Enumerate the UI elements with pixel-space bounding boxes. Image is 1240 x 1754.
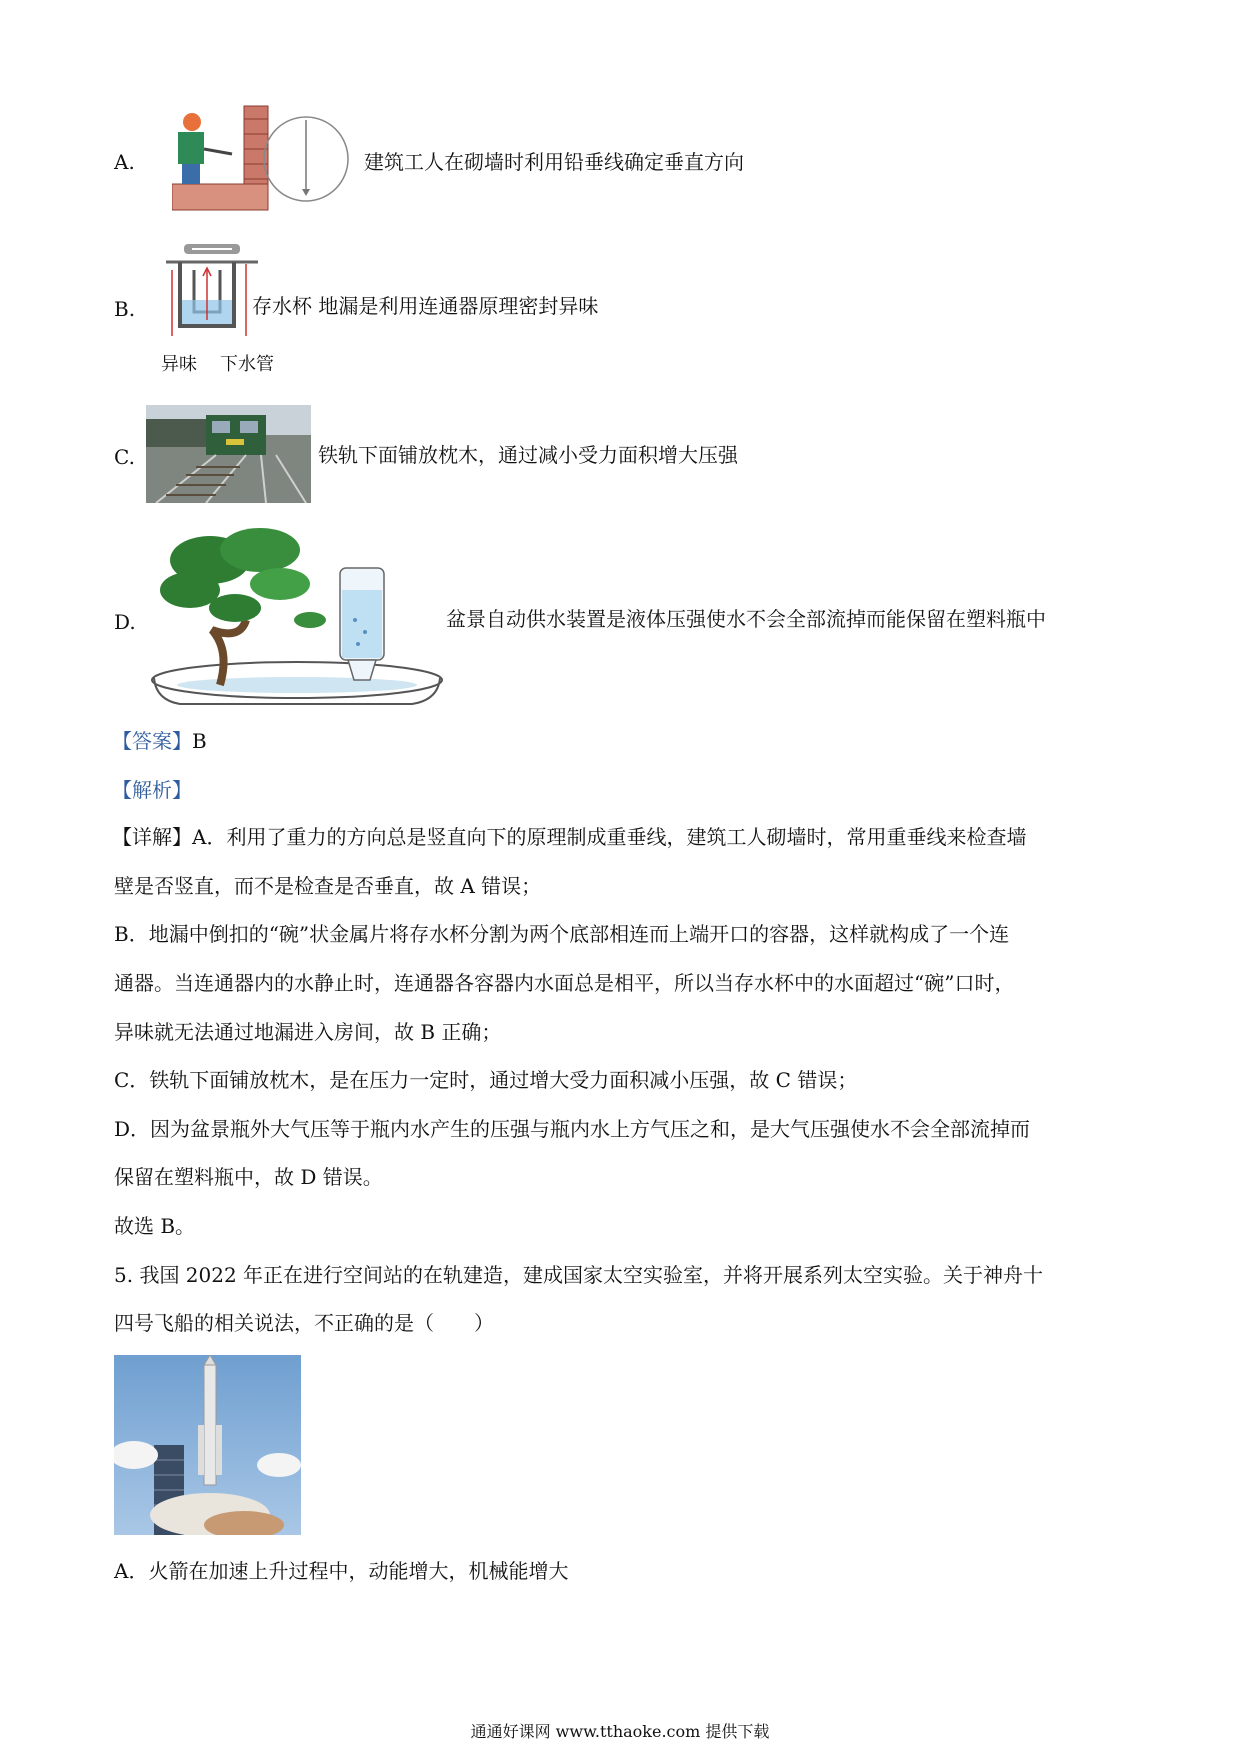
explanation-d-line1: D．因为盆景瓶外大气压等于瓶内水产生的压强与瓶内水上方气压之和，是大气压强使水不会全部流掉而: [114, 1117, 1031, 1141]
rocket-launch-photo: [114, 1355, 301, 1535]
option-b-letter: B.: [114, 297, 136, 321]
option-c-letter: C.: [114, 445, 135, 469]
label-odor: 异味: [161, 354, 197, 375]
explanation-b-line3: 异味就无法通过地漏进入房间，故 B 正确；: [114, 1020, 502, 1044]
analysis-label: 【解析】: [112, 778, 192, 802]
option-d-letter: D.: [114, 610, 136, 634]
explanation-a-line2: 壁是否竖直，而不是检查是否垂直，故 A 错误；: [114, 874, 542, 898]
answer-value: B: [192, 729, 207, 753]
answer-label: 【答案】: [112, 729, 192, 753]
bonsai-water-supply-image: [150, 520, 445, 715]
option-b-text: 存水杯 地漏是利用连通器原理密封异味: [252, 294, 599, 318]
option-a-letter: A.: [114, 150, 135, 174]
option-c-text: 铁轨下面铺放枕木，通过减小受力面积增大压强: [318, 443, 738, 467]
question5-line1: 5. 我国 2022 年正在进行空间站的在轨建造，建成国家太空实验室，并将开展系列太空实验。关于神舟十: [114, 1263, 1044, 1287]
answer-row: [112, 727, 207, 755]
explanation-b-line2: 通器。当连通器内的水静止时，连通器各容器内水面总是相平，所以当存水杯中的水面超过“碗”口时，: [114, 971, 1015, 995]
question5-option-a: A．火箭在加速上升过程中，动能增大，机械能增大: [114, 1559, 569, 1583]
bricklayer-plumb-line-image: [172, 104, 352, 212]
label-drain-pipe: 下水管: [220, 354, 274, 375]
railway-train-photo: [146, 405, 311, 503]
explanation-c-line: C．铁轨下面铺放枕木，是在压力一定时，通过增大受力面积减小压强，故 C 错误；: [114, 1068, 858, 1092]
page-footer[interactable]: 通通好课网 www.tthaoke.com 提供下载: [470, 1722, 770, 1741]
explanation-conclusion: 故选 B。: [114, 1214, 196, 1238]
floor-drain-diagram: [162, 240, 262, 340]
explanation-a-line1: 【详解】A．利用了重力的方向总是竖直向下的原理制成重垂线，建筑工人砌墙时，常用重垂线来检查墙: [112, 825, 1027, 849]
explanation-b-line1: B．地漏中倒扣的“碗”状金属片将存水杯分割为两个底部相连而上端开口的容器，这样就构成了一个连: [114, 922, 1010, 946]
detail-label: 【详解】: [112, 825, 192, 849]
option-d-text: 盆景自动供水装置是液体压强使水不会全部流掉而能保留在塑料瓶中: [446, 607, 1046, 631]
explanation-d-line2: 保留在塑料瓶中，故 D 错误。: [114, 1165, 383, 1189]
question5-line2: 四号飞船的相关说法，不正确的是（ ）: [114, 1311, 494, 1335]
option-a-text: 建筑工人在砌墙时利用铅垂线确定垂直方向: [364, 150, 744, 174]
